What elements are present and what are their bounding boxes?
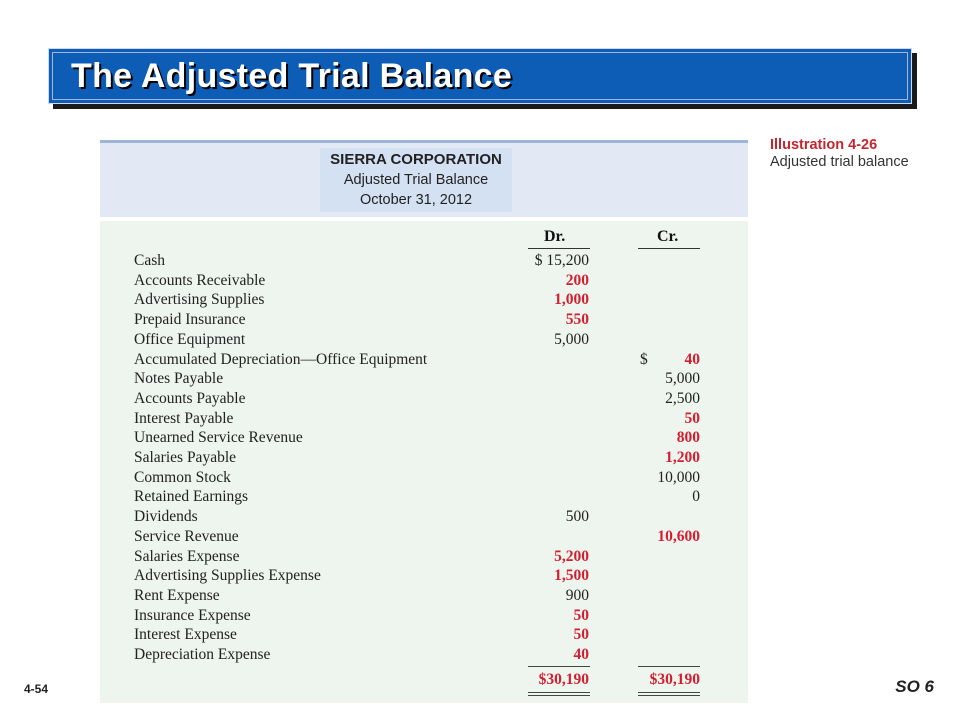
account-name: Accounts Payable [134,389,246,407]
table-row [0,311,960,331]
table-row [0,469,960,489]
debit-amount: 550 [565,311,589,329]
debit-amount: $ 15,200 [534,252,589,269]
debit-amount: 900 [565,586,589,604]
table-row [0,429,960,449]
debit-amount: 1,000 [554,291,589,309]
credit-amount: 10,600 [657,527,700,545]
table-row [0,449,960,469]
account-name: Prepaid Insurance [134,311,246,329]
account-name: Cash [134,252,165,269]
account-name: Advertising Supplies Expense [134,567,321,585]
account-name: Interest Expense [134,626,237,644]
account-name: Accounts Receivable [134,271,266,289]
table-row [0,370,960,390]
account-name: Advertising Supplies [134,291,265,309]
debit-amount: 200 [565,271,589,289]
credit-amount: 2,500 [665,389,700,407]
debit-amount: 5,200 [554,547,589,565]
account-name: Office Equipment [134,330,246,348]
table-row [0,390,960,410]
table-row [0,587,960,607]
table-row [0,567,960,587]
debit-total: $30,190 [538,671,589,688]
table-row [0,410,960,430]
account-name: Depreciation Expense [134,646,271,663]
table-row [0,272,960,292]
debit-header-rule [528,248,590,249]
account-name: Salaries Expense [134,547,240,565]
credit-amount: 1,200 [665,449,700,466]
account-name: Dividends [134,508,198,526]
table-row [0,646,960,666]
statement-name: Adjusted Trial Balance [343,172,489,188]
account-name: Retained Earnings [134,488,249,506]
table-row [0,626,960,646]
statement-date: October 31, 2012 [359,192,473,208]
account-name: Salaries Payable [134,449,237,466]
debit-total-rule [528,666,590,667]
credit-total-rule [638,666,700,667]
credit-amount: 40 [684,350,700,368]
table-row [0,508,960,528]
account-name: Unearned Service Revenue [134,429,303,447]
credit-total-double-rule-1 [638,692,700,693]
credit-total: $30,190 [649,671,700,688]
slide-number: 4-54 [24,682,49,696]
illustration-caption [770,136,909,171]
credit-amount: 50 [684,409,700,427]
company-name: SIERRA CORPORATION [330,151,502,168]
debit-amount: 500 [565,508,589,526]
debit-total-double-rule-2 [528,695,590,696]
debit-amount: 50 [573,606,589,624]
account-name: Rent Expense [134,586,220,604]
debit-total-double-rule-1 [528,692,590,693]
credit-amount: 0 [692,488,700,506]
table-row [0,252,960,272]
account-name: Accumulated Depreciation—Office Equipment [134,350,428,368]
study-objective: SO 6 [895,677,934,696]
debit-amount: 1,500 [554,567,589,585]
account-name: Notes Payable [134,370,224,388]
debit-amount: 40 [573,646,589,663]
slide-title: The Adjusted Trial Balance [71,57,513,95]
credit-dollar-sign: $ [640,350,648,368]
credit-amount: 800 [676,429,700,447]
table-row [0,548,960,568]
table-row [0,331,960,351]
illustration-description: Adjusted trial balance [770,154,909,170]
credit-amount: 5,000 [665,370,700,388]
account-name: Interest Payable [134,409,234,427]
debit-column-header: Dr. [544,228,566,245]
debit-amount: 50 [573,626,589,644]
credit-column-header: Cr. [657,228,679,245]
table-row [0,291,960,311]
table-row [0,528,960,548]
table-row [0,351,960,371]
table-row [0,607,960,627]
account-name: Common Stock [134,468,231,486]
credit-total-double-rule-2 [638,695,700,696]
account-name: Service Revenue [134,527,239,545]
title-banner [48,48,912,104]
account-name: Insurance Expense [134,606,251,624]
table-row [0,488,960,508]
illustration-number: Illustration 4-26 [770,137,878,153]
credit-header-rule [638,248,700,249]
credit-amount: 10,000 [657,468,700,486]
debit-amount: 5,000 [554,330,589,348]
